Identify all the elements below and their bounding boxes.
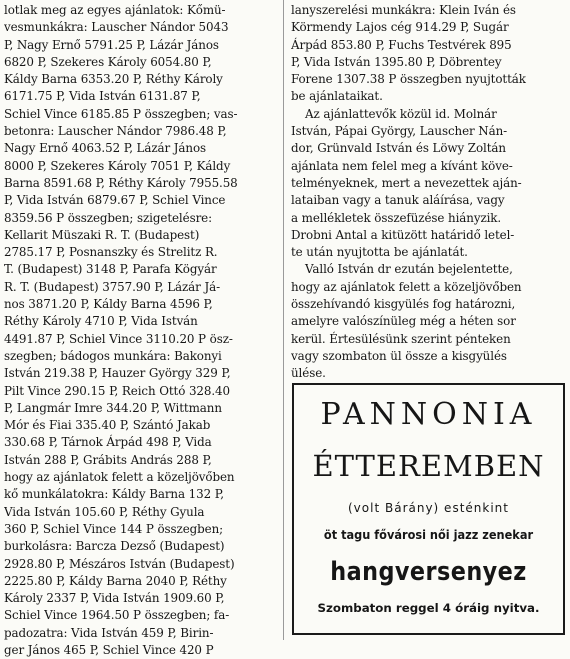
text-line: Réthy Károly 4710 P, Vida István	[4, 314, 198, 329]
ad-concert-heading: hangversenyez	[330, 557, 527, 587]
text-line: István, Pápai György, Lauscher Nán-	[291, 124, 508, 139]
column-divider	[283, 0, 284, 640]
text-line: R. T. (Budapest) 3757.90 P, Lázár Já-	[4, 279, 221, 294]
text-line: Valló István dr ezután bejelentette,	[305, 262, 513, 277]
text-line: betonra: Lauscher Nándor 7986.48 P,	[4, 124, 227, 139]
text-line: vesmunkákra: Lauscher Nándor 5043	[4, 20, 229, 35]
text-line: Vida István 105.60 P, Réthy Gyula	[4, 504, 205, 519]
text-line: lataiban vagy a tanuk aláírása, vagy	[291, 193, 505, 208]
left-column	[4, 2, 278, 659]
text-line: P, Vida István 6879.67 P, Schiel Vince	[4, 193, 226, 208]
ad-opening-hours: Szombaton reggel 4 óráig nyitva.	[317, 601, 540, 615]
text-line: Pilt Vince 290.15 P, Reich Ottó 328.40	[4, 383, 230, 398]
text-line: István 219.38 P, Hauzer György 329 P,	[4, 366, 231, 381]
text-line: Schiel Vince 1964.50 P összegben; fa-	[4, 608, 230, 623]
text-line: Barna 8591.68 P, Réthy Károly 7955.58	[4, 175, 238, 190]
text-line: Az ajánlattevők közül id. Molnár	[305, 106, 497, 121]
text-line: kő munkálatokra: Káldy Barna 132 P,	[4, 487, 224, 502]
text-line: te után nyujtotta be ajánlatát.	[291, 245, 468, 260]
text-line: Körmendy Lajos cég 914.29 P, Sugár	[291, 20, 509, 35]
text-line: ajánlata nem felel meg a kívánt köve-	[291, 158, 513, 173]
right-column	[291, 2, 567, 383]
text-line: 8000 P, Szekeres Károly 7051 P, Káldy	[4, 158, 231, 173]
text-line: 6820 P, Szekeres Károly 6054.80 P,	[4, 54, 212, 69]
text-line: 2928.80 P, Mészáros István (Budapest)	[4, 556, 235, 571]
text-line: vagy szombaton ül össze a kisgyülés	[291, 348, 507, 363]
text-line: P, Nagy Ernő 5791.25 P, Lázár János	[4, 37, 219, 52]
text-line: Árpád 853.80 P, Fuchs Testvérek 895	[291, 37, 512, 52]
text-line: 4491.87 P, Schiel Vince 3110.20 P ösz-	[4, 331, 233, 346]
text-line: 8359.56 P összegben; szigetelésre:	[4, 210, 213, 225]
text-line: P, Langmár Imre 344.20 P, Wittmann	[4, 400, 222, 415]
text-line: nos 3871.20 P, Káldy Barna 4596 P,	[4, 297, 213, 312]
text-line: összehívandó kisgyülés fog határozni,	[291, 297, 516, 312]
text-line: Forene 1307.38 P összegben nyujtották	[291, 72, 526, 87]
text-line: 2785.17 P, Posnanszky és Strelitz R.	[4, 245, 218, 260]
text-line: Káldy Barna 6353.20 P, Réthy Károly	[4, 72, 223, 87]
text-line: lanyszerelési munkákra: Klein Iván és	[291, 3, 516, 17]
text-line: hogy az ajánlatok felett a közeljövőben	[291, 279, 522, 294]
text-line: István 288 P, Grábits András 288 P,	[4, 452, 212, 467]
text-line: amelyre valószínüleg még a héten sor	[291, 314, 516, 329]
text-line: P, Vida István 1395.80 P, Döbrentey	[291, 54, 502, 69]
text-line: 360 P, Schiel Vince 144 P összegben;	[4, 521, 224, 536]
text-line: Mór és Fiai 335.40 P, Szántó Jakab	[4, 418, 211, 433]
text-line: dor, Grünvald István és Löwy Zoltán	[291, 141, 506, 156]
text-line: 6171.75 P, Vida István 6131.87 P,	[4, 89, 201, 104]
pannonia-advertisement	[292, 383, 565, 635]
ad-venue-note: (volt Bárány) esténkint	[348, 501, 509, 515]
text-line: szegben; bádogos munkára: Bakonyi	[4, 348, 222, 363]
ad-title: PANNONIA	[320, 397, 537, 432]
text-line: lotlak meg az egyes ajánlatok: Kőmü-	[4, 3, 226, 17]
text-line: burkolásra: Barcza Dezső (Budapest)	[4, 539, 225, 554]
text-line: hogy az ajánlatok felett a közeljövőben	[4, 470, 235, 485]
text-line: kerül. Értesülésünk szerint pénteken	[291, 331, 511, 346]
ad-subtitle: ÉTTEREMBEN	[312, 449, 545, 483]
text-line: padozatra: Vida István 459 P, Birin-	[4, 625, 214, 640]
text-line: ülése.	[291, 366, 326, 381]
text-line: Kellarit Müszaki R. T. (Budapest)	[4, 227, 200, 242]
text-line: 2225.80 P, Káldy Barna 2040 P, Réthy	[4, 573, 227, 588]
text-line: a mellékletek összefüzése hiányzik.	[291, 210, 502, 225]
text-line: Schiel Vince 6185.85 P összegben; vas-	[4, 106, 238, 121]
text-line: telményeknek, mert a nevezettek aján-	[291, 175, 522, 190]
text-line: Drobni Antal a kitüzött határidő letel-	[291, 227, 515, 242]
text-line: Károly 2337 P, Vida István 1909.60 P,	[4, 591, 225, 606]
text-line: 330.68 P, Tárnok Árpád 498 P, Vida	[4, 435, 212, 450]
ad-band-description: öt tagu fővárosi női jazz zenekar	[323, 527, 534, 542]
text-line: be ajánlataikat.	[291, 89, 383, 104]
text-line: ger János 465 P, Schiel Vince 420 P	[4, 642, 214, 657]
text-line: T. (Budapest) 3148 P, Parafa Kögyár	[4, 262, 217, 277]
text-line: Nagy Ernő 4063.52 P, Lázár János	[4, 141, 207, 156]
